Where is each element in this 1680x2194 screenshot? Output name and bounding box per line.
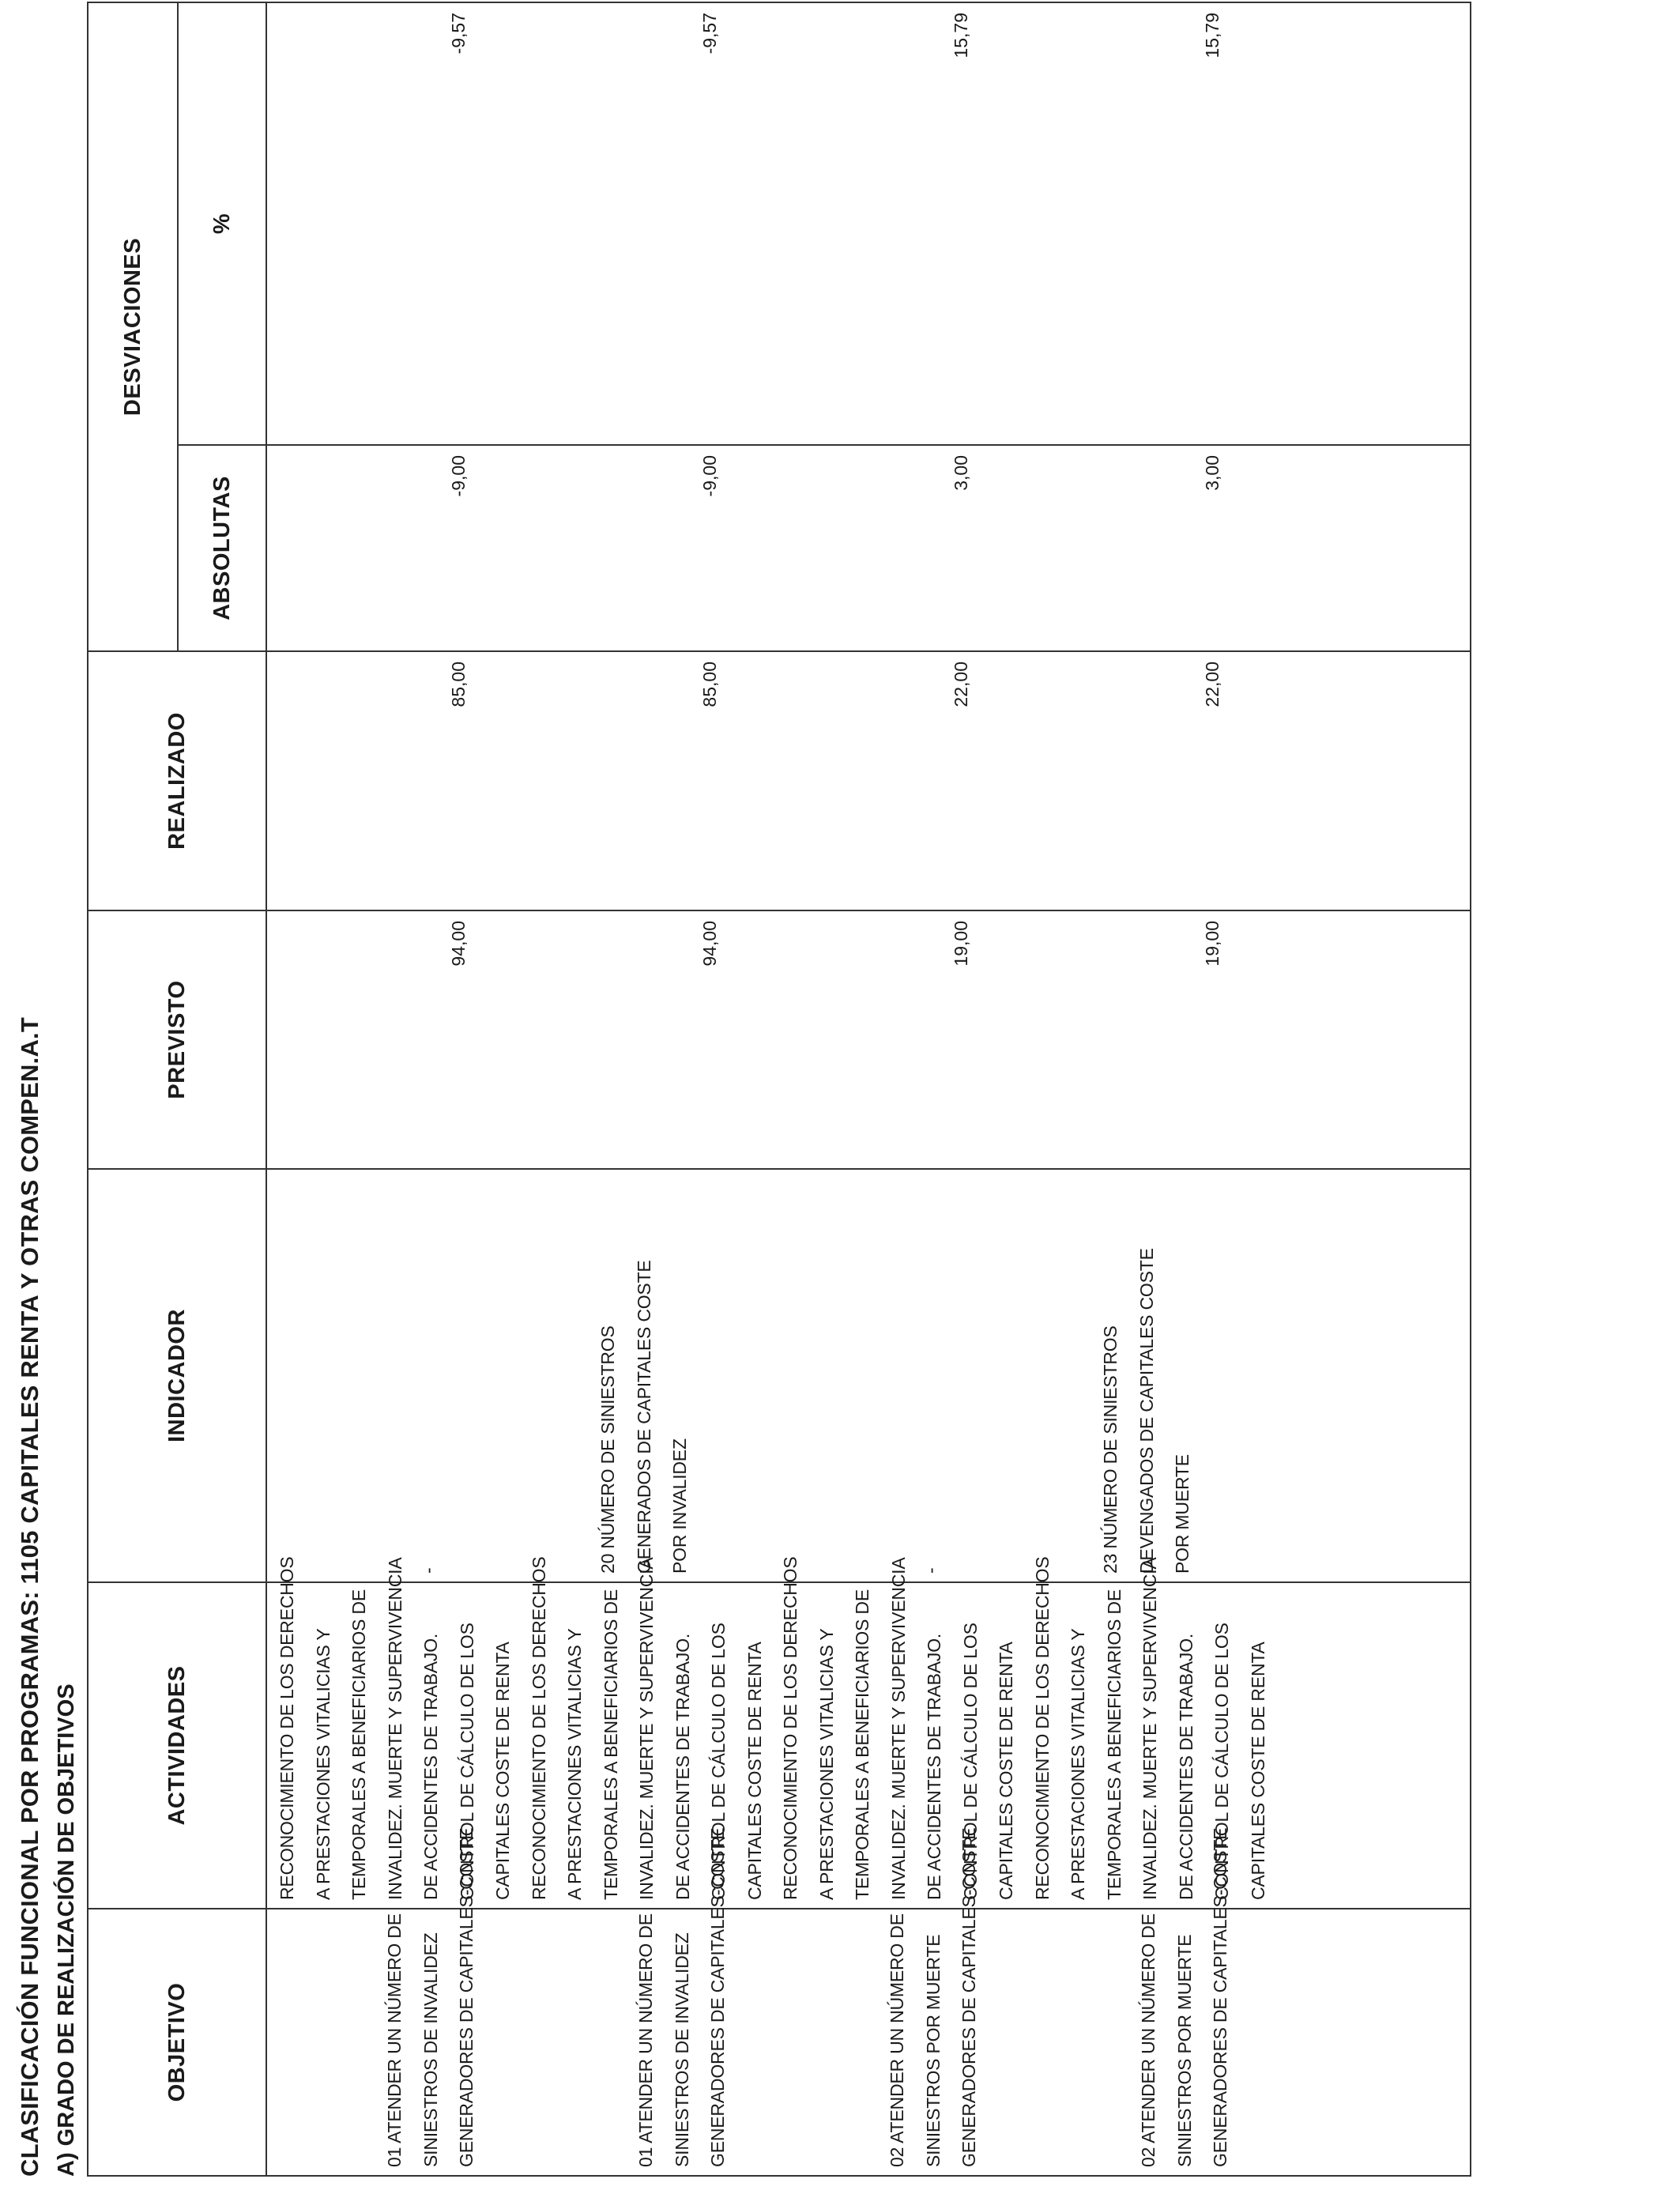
actividad-line: TEMPORALES A BENEFICIARIOS DE	[852, 1589, 872, 1900]
header-actividades: ACTIVIDADES	[88, 1582, 266, 1909]
previsto-value: 94,00	[699, 921, 720, 967]
absolutas-value: 3,00	[951, 455, 971, 491]
objetivo-line: GENERADORES DE CAPITALES-COSTE	[707, 1827, 728, 2167]
indicador-line: POR MUERTE	[1172, 1454, 1192, 1574]
objetivo-line: SINIESTROS POR MUERTE	[1173, 1934, 1195, 2167]
actividad-line: INVALIDEZ. MUERTE Y SUPERVIVENCIA	[1139, 1557, 1160, 1900]
realizado-column	[267, 652, 1470, 910]
objetivo-line: 02 ATENDER UN NÚMERO DE	[887, 1913, 907, 2167]
actividad-line: RECONOCIMIENTO DE LOS DERECHOS	[528, 1556, 549, 1900]
header-previsto: PREVISTO	[88, 910, 266, 1169]
objetivo-line: GENERADORES DE CAPITALES-COSTE	[456, 1827, 477, 2167]
actividad-line: DE ACCIDENTES DE TRABAJO.	[672, 1633, 693, 1900]
previsto-column	[267, 911, 1470, 1168]
actividad-line: A PRESTACIONES VITALICIAS Y	[1068, 1628, 1088, 1900]
objetivo-column	[267, 1827, 1470, 2175]
header-desviaciones: DESVIACIONES	[88, 2, 178, 651]
realizado-value: 85,00	[699, 662, 720, 707]
actividad-line: DE ACCIDENTES DE TRABAJO.	[420, 1633, 441, 1900]
actividad-line: CONTROL DE CÁLCULO DE LOS	[959, 1623, 981, 1900]
absolutas-value: -9,00	[448, 455, 469, 497]
header-objetivo: OBJETIVO	[88, 1909, 266, 2176]
actividades-column	[267, 1556, 1470, 1908]
indicador-line: 20 NÚMERO DE SINIESTROS	[597, 1325, 618, 1574]
absolutas-value: -9,00	[699, 455, 720, 497]
porcentaje-value: 15,79	[951, 12, 971, 58]
actividad-line: RECONOCIMIENTO DE LOS DERECHOS	[1031, 1556, 1053, 1900]
actividad-line: INVALIDEZ. MUERTE Y SUPERVIVENCIA	[887, 1557, 909, 1900]
actividad-line: DE ACCIDENTES DE TRABAJO.	[1175, 1633, 1196, 1900]
actividad-line: INVALIDEZ. MUERTE Y SUPERVIVENCIA	[384, 1557, 405, 1900]
header-absolutas: ABSOLUTAS	[178, 445, 266, 651]
porcentaje-value: 15,79	[1202, 12, 1222, 58]
objetivo-line: 01 ATENDER UN NÚMERO DE	[635, 1913, 656, 2167]
porcentaje-value: -9,57	[699, 12, 720, 55]
header-indicador: INDICADOR	[88, 1169, 266, 1582]
actividad-line: CAPITALES COSTE DE RENTA	[492, 1642, 513, 1900]
objetivo-line: 02 ATENDER UN NÚMERO DE	[1138, 1913, 1158, 2167]
indicador-line: DEVENGADOS DE CAPITALES COSTE	[1136, 1248, 1157, 1574]
previsto-value: 94,00	[448, 921, 469, 967]
actividad-line: TEMPORALES A BENEFICIARIOS DE	[1103, 1589, 1124, 1900]
header-porcentaje: %	[178, 2, 266, 445]
objetivo-line: 01 ATENDER UN NÚMERO DE	[384, 1913, 405, 2167]
objetivo-line: SINIESTROS DE INVALIDEZ	[420, 1932, 441, 2167]
indicador-line: GENERADOS DE CAPITALES COSTE	[633, 1260, 654, 1574]
objetivo-line: GENERADORES DE CAPITALES-COSTE	[959, 1827, 979, 2167]
page-subtitle: A) GRADO DE REALIZACIÓN DE OBJETIVOS	[54, 1683, 79, 2177]
indicador-line: -	[921, 1567, 941, 1574]
porcentaje-value: -9,57	[448, 12, 469, 55]
actividad-line: CONTROL DE CÁLCULO DE LOS	[456, 1623, 477, 1900]
actividad-line: CONTROL DE CÁLCULO DE LOS	[1211, 1623, 1232, 1900]
actividad-line: RECONOCIMIENTO DE LOS DERECHOS	[277, 1556, 297, 1900]
actividad-line: CAPITALES COSTE DE RENTA	[996, 1642, 1016, 1900]
indicador-line: 23 NÚMERO DE SINIESTROS	[1100, 1325, 1121, 1574]
actividad-line: CAPITALES COSTE DE RENTA	[744, 1642, 765, 1900]
actividad-line: CAPITALES COSTE DE RENTA	[1247, 1642, 1268, 1900]
actividad-line: A PRESTACIONES VITALICIAS Y	[312, 1628, 333, 1900]
objetivo-line: SINIESTROS DE INVALIDEZ	[671, 1932, 692, 2167]
absolutas-column	[267, 446, 1470, 650]
table-body-row	[266, 2, 1471, 2176]
page-title: CLASIFICACIÓN FUNCIONAL POR PROGRAMAS: 1105 CAPITALES RENTA Y OTRAS COMPEN.A.T	[16, 1017, 43, 2177]
previsto-value: 19,00	[1202, 921, 1222, 967]
header-realizado: REALIZADO	[88, 651, 266, 910]
indicador-column	[267, 1170, 1470, 1581]
objetivo-line: GENERADORES DE CAPITALES-COSTE	[1210, 1827, 1230, 2167]
actividad-line: A PRESTACIONES VITALICIAS Y	[816, 1628, 837, 1900]
realizado-value: 22,00	[951, 662, 971, 707]
actividad-line: TEMPORALES A BENEFICIARIOS DE	[600, 1589, 621, 1900]
actividad-line: DE ACCIDENTES DE TRABAJO.	[924, 1633, 944, 1900]
actividad-line: TEMPORALES A BENEFICIARIOS DE	[348, 1589, 369, 1900]
objetivo-line: SINIESTROS POR MUERTE	[922, 1934, 944, 2167]
actividad-line: RECONOCIMIENTO DE LOS DERECHOS	[780, 1556, 800, 1900]
objectives-table	[87, 2, 1471, 2177]
previsto-value: 19,00	[951, 921, 971, 967]
absolutas-value: 3,00	[1202, 455, 1222, 491]
realizado-value: 22,00	[1202, 662, 1222, 707]
porcentaje-column	[267, 3, 1470, 444]
indicador-line: POR INVALIDEZ	[669, 1438, 690, 1574]
actividad-line: CONTROL DE CÁLCULO DE LOS	[708, 1623, 729, 1900]
realizado-value: 85,00	[448, 662, 469, 707]
actividad-line: A PRESTACIONES VITALICIAS Y	[564, 1628, 585, 1900]
actividad-line: INVALIDEZ. MUERTE Y SUPERVIVENCIA	[636, 1557, 657, 1900]
indicador-line: -	[418, 1567, 439, 1574]
